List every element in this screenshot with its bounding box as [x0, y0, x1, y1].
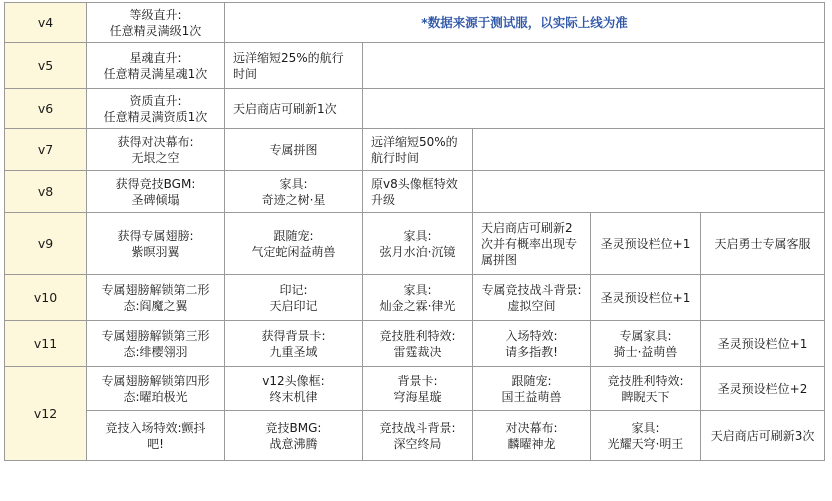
privilege-cell: 专属拼图	[225, 129, 363, 171]
vip-level-cell: v9	[5, 213, 87, 275]
privilege-cell: 竞技胜利特效: 雷霆裁决	[363, 321, 473, 367]
privilege-cell: 远洋缩短25%的航行 时间	[225, 43, 363, 89]
privilege-cell: 原v8头像框特效 升级	[363, 171, 473, 213]
table-row-v11	[5, 321, 825, 367]
privilege-cell: 专属翅膀解锁第四形 态:曜珀极光	[87, 367, 225, 411]
empty-cell	[363, 43, 825, 89]
privilege-cell: 入场特效: 请多指教!	[473, 321, 591, 367]
privilege-cell: 圣灵预设栏位+1	[701, 321, 825, 367]
privilege-cell: 家具: 灿金之霖·律光	[363, 275, 473, 321]
vip-level-cell: v6	[5, 89, 87, 129]
privilege-cell: 等级直升: 任意精灵满级1次	[87, 3, 225, 43]
empty-cell	[473, 129, 825, 171]
table-row-v7	[5, 129, 825, 171]
privilege-cell: 对决幕布: 麟曜神龙	[473, 411, 591, 461]
table-row-v12-b	[5, 411, 825, 461]
privilege-cell: 印记: 天启印记	[225, 275, 363, 321]
privilege-cell: 竞技BMG: 战意沸腾	[225, 411, 363, 461]
table-row-v5	[5, 43, 825, 89]
privilege-cell: 专属翅膀解锁第三形 态:绯樱翎羽	[87, 321, 225, 367]
privilege-cell: 专属家具: 骑士·益萌兽	[591, 321, 701, 367]
table-row-v6	[5, 89, 825, 129]
privilege-cell: 圣灵预设栏位+2	[701, 367, 825, 411]
privilege-cell: 跟随宠: 气定蛇闲益萌兽	[225, 213, 363, 275]
vip-level-cell: v7	[5, 129, 87, 171]
privilege-cell: 竞技胜利特效: 睥睨天下	[591, 367, 701, 411]
privilege-cell: 家具: 奇迹之树·星	[225, 171, 363, 213]
privilege-cell: 天启商店可刷新2 次并有概率出现专 属拼图	[473, 213, 591, 275]
privilege-cell: 获得竞技BGM: 圣碑倾塌	[87, 171, 225, 213]
empty-cell	[701, 275, 825, 321]
vip-level-cell: v4	[5, 3, 87, 43]
privilege-cell: 天启商店可刷新3次	[701, 411, 825, 461]
privilege-cell: 家具: 弦月水泊·沉镜	[363, 213, 473, 275]
privilege-cell: 家具: 光耀天穹·明王	[591, 411, 701, 461]
table-row-v12-a	[5, 367, 825, 411]
table-row-v10	[5, 275, 825, 321]
table-row-v8	[5, 171, 825, 213]
privilege-cell: 获得对决幕布: 无垠之空	[87, 129, 225, 171]
privilege-cell: 竞技战斗背景: 深空终局	[363, 411, 473, 461]
vip-level-cell: v5	[5, 43, 87, 89]
vip-level-cell: v10	[5, 275, 87, 321]
table-row-v4	[5, 3, 825, 43]
privilege-cell: 专属竞技战斗背景: 虚拟空间	[473, 275, 591, 321]
vip-privilege-table	[4, 2, 825, 461]
vip-level-cell: v8	[5, 171, 87, 213]
empty-cell	[473, 171, 825, 213]
data-source-note: *数据来源于测试服，以实际上线为准	[225, 3, 825, 43]
privilege-cell: 获得背景卡: 九重圣域	[225, 321, 363, 367]
table-row-v9	[5, 213, 825, 275]
privilege-cell: 远洋缩短50%的 航行时间	[363, 129, 473, 171]
vip-level-cell: v11	[5, 321, 87, 367]
privilege-cell: 竞技入场特效:颤抖 吧!	[87, 411, 225, 461]
privilege-cell: 专属翅膀解锁第二形 态:阎魔之翼	[87, 275, 225, 321]
privilege-cell: 圣灵预设栏位+1	[591, 213, 701, 275]
privilege-cell: 背景卡: 穹海星璇	[363, 367, 473, 411]
privilege-cell: 资质直升: 任意精灵满资质1次	[87, 89, 225, 129]
empty-cell	[363, 89, 825, 129]
privilege-cell: 跟随宠: 国王益萌兽	[473, 367, 591, 411]
privilege-cell: 天启勇士专属客服	[701, 213, 825, 275]
vip-level-cell: v12	[5, 367, 87, 461]
privilege-cell: 天启商店可刷新1次	[225, 89, 363, 129]
privilege-cell: 获得专属翅膀: 紫暝羽翼	[87, 213, 225, 275]
privilege-cell: 圣灵预设栏位+1	[591, 275, 701, 321]
privilege-cell: 星魂直升: 任意精灵满星魂1次	[87, 43, 225, 89]
privilege-cell: v12头像框: 终末机律	[225, 367, 363, 411]
